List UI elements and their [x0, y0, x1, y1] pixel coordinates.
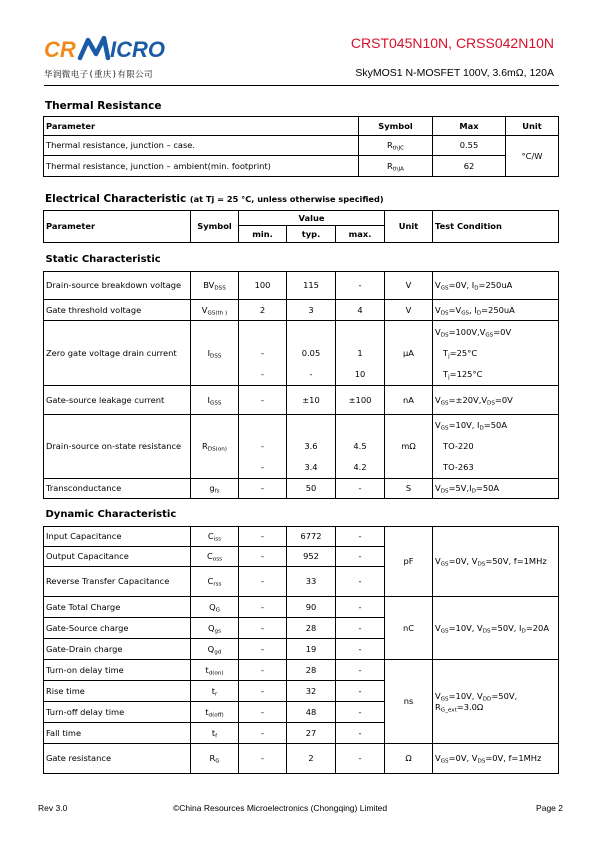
symbol-rdson: $R_{DS(on)}$ — [191, 415, 239, 479]
svg-text:CR: CR — [44, 37, 76, 62]
bvdss-typ: 115 — [287, 272, 336, 300]
ciss-min: - — [239, 527, 287, 547]
symbol-tf: $t_f$ — [191, 723, 239, 744]
rg-test: $V_{GS}=0V$, $V_{DS}=0V$, f=1MHz — [433, 744, 559, 774]
thermal-table — [43, 116, 559, 177]
symbol-qg: $Q_G$ — [191, 597, 239, 618]
tr-max: - — [336, 681, 385, 702]
vgsth-min: 2 — [239, 300, 287, 321]
param-qg: Gate Total Charge — [44, 597, 191, 618]
company-name-cn: 华润微电子(重庆)有限公司 — [44, 70, 153, 80]
elec-header-unit: Unit — [385, 211, 433, 243]
symbol-tr: $t_r$ — [191, 681, 239, 702]
igss-typ: ±10 — [287, 386, 336, 415]
electrical-note: (at Tj = 25 °C, unless otherwise specified) — [189, 194, 384, 204]
idss-min: - - — [239, 321, 287, 386]
symbol-qgs: $Q_{gs}$ — [191, 618, 239, 639]
tf-typ: 27 — [287, 723, 336, 744]
symbol-bvdss: $BV_{DSS}$ — [191, 272, 239, 300]
svg-text:ICRO: ICRO — [110, 37, 165, 62]
symbol-gfs: $g_{fs}$ — [191, 479, 239, 499]
table-row — [44, 479, 559, 499]
vgsth-typ: 3 — [287, 300, 336, 321]
coss-typ: 952 — [287, 547, 336, 567]
tf-min: - — [239, 723, 287, 744]
rg-typ: 2 — [287, 744, 336, 774]
table-row — [44, 415, 559, 479]
crss-max: - — [336, 567, 385, 597]
qgs-min: - — [239, 618, 287, 639]
param-ciss: Input Capacitance — [44, 527, 191, 547]
thermal-header-max: Max — [433, 117, 506, 136]
symbol-qgd: $Q_{gd}$ — [191, 639, 239, 660]
bvdss-unit: V — [385, 272, 433, 300]
symbol-ciss: $C_{iss}$ — [191, 527, 239, 547]
rg-unit: Ω — [385, 744, 433, 774]
time-unit: ns — [385, 660, 433, 744]
table-row — [44, 321, 559, 386]
rdson-unit: mΩ — [385, 415, 433, 479]
tr-typ: 32 — [287, 681, 336, 702]
qgd-min: - — [239, 639, 287, 660]
symbol-tdoff: $t_{d(off)}$ — [191, 702, 239, 723]
table-row — [44, 597, 559, 618]
qgd-typ: 19 — [287, 639, 336, 660]
cap-unit: pF — [385, 527, 433, 597]
param-tdon: Turn-on delay time — [44, 660, 191, 681]
thermal-symbol: $R_{thJA}$ — [359, 156, 433, 177]
symbol-vgsth: $V_{GS(th )}$ — [191, 300, 239, 321]
param-tdoff: Turn-off delay time — [44, 702, 191, 723]
qg-typ: 90 — [287, 597, 336, 618]
thermal-header-unit: Unit — [506, 117, 559, 136]
elec-header-typ: typ. — [287, 226, 336, 243]
vgsth-max: 4 — [336, 300, 385, 321]
tdoff-max: - — [336, 702, 385, 723]
tdon-typ: 28 — [287, 660, 336, 681]
symbol-tdon: $t_{d(on)}$ — [191, 660, 239, 681]
time-test: $V_{GS}=10V$, $V_{DD}=50V$, $R_{G\_ext}=3.0\Omega$ — [433, 660, 559, 744]
bvdss-max: - — [336, 272, 385, 300]
elec-header-value: Value — [239, 211, 385, 226]
tdoff-min: - — [239, 702, 287, 723]
table-row — [44, 660, 559, 681]
elec-header-test: Test Condition — [433, 211, 559, 243]
param-tf: Fall time — [44, 723, 191, 744]
thermal-param: Thermal resistance, junction – case. — [44, 136, 359, 156]
charge-unit: nC — [385, 597, 433, 660]
bvdss-min: 100 — [239, 272, 287, 300]
gfs-min: - — [239, 479, 287, 499]
igss-test: $V_{GS}=\pm 20V,V_{DS}=0V$ — [433, 386, 559, 415]
coss-min: - — [239, 547, 287, 567]
tf-max: - — [336, 723, 385, 744]
tdoff-typ: 48 — [287, 702, 336, 723]
qgs-max: - — [336, 618, 385, 639]
param-coss: Output Capacitance — [44, 547, 191, 567]
table-row — [44, 527, 559, 547]
part-numbers: CRST045N10N, CRSS042N10N — [350, 35, 554, 51]
footer-page: Page 2 — [536, 803, 563, 813]
igss-max: ±100 — [336, 386, 385, 415]
cap-test: $V_{GS}=0V$, $V_{DS}=50V$, f=1MHz — [433, 527, 559, 597]
thermal-max: 62 — [433, 156, 506, 177]
thermal-param: Thermal resistance, junction – ambient(min. footprint) — [44, 156, 359, 177]
table-row — [44, 386, 559, 415]
thermal-header-symbol: Symbol — [359, 117, 433, 136]
param-idss: Zero gate voltage drain current — [44, 321, 191, 386]
charge-test: $V_{GS}=10V$, $V_{DS}=50V$, $I_D=20A$ — [433, 597, 559, 660]
gfs-unit: S — [385, 479, 433, 499]
coss-max: - — [336, 547, 385, 567]
param-tr: Rise time — [44, 681, 191, 702]
param-crss: Reverse Transfer Capacitance — [44, 567, 191, 597]
symbol-igss: $I_{GSS}$ — [191, 386, 239, 415]
crss-typ: 33 — [287, 567, 336, 597]
thermal-unit: °C/W — [506, 136, 559, 177]
symbol-idss: $I_{DSS}$ — [191, 321, 239, 386]
gfs-test: $V_{DS}=5V,I_D=50A$ — [433, 479, 559, 499]
table-row — [44, 744, 559, 774]
product-line: SkyMOS1 N-MOSFET 100V, 3.6mΩ, 120A — [355, 67, 554, 79]
ciss-typ: 6772 — [287, 527, 336, 547]
qg-max: - — [336, 597, 385, 618]
table-row — [44, 272, 559, 300]
elec-header-max: max. — [336, 226, 385, 243]
idss-max: 1 10 — [336, 321, 385, 386]
rg-max: - — [336, 744, 385, 774]
thermal-max: 0.55 — [433, 136, 506, 156]
tdon-max: - — [336, 660, 385, 681]
thermal-title: Thermal Resistance — [45, 100, 162, 112]
param-qgd: Gate-Drain charge — [44, 639, 191, 660]
table-row — [44, 156, 559, 177]
elec-header-symbol: Symbol — [191, 211, 239, 243]
table-row — [44, 300, 559, 321]
vgsth-test: $V_{DS}=V_{GS}$, $I_D=250uA$ — [433, 300, 559, 321]
vgsth-unit: V — [385, 300, 433, 321]
bvdss-test: $V_{GS}=0V$, $I_D=250uA$ — [433, 272, 559, 300]
table-row — [44, 136, 559, 156]
electrical-table — [43, 210, 559, 774]
tdon-min: - — [239, 660, 287, 681]
rg-min: - — [239, 744, 287, 774]
company-logo — [44, 36, 184, 64]
qg-min: - — [239, 597, 287, 618]
gfs-max: - — [336, 479, 385, 499]
header-divider — [44, 85, 559, 86]
rdson-test: $V_{GS}=10V$, $I_D=50A$ TO-220 TO-263 — [433, 415, 559, 479]
qgs-typ: 28 — [287, 618, 336, 639]
symbol-crss: $C_{rss}$ — [191, 567, 239, 597]
igss-unit: nA — [385, 386, 433, 415]
idss-typ: 0.05 - — [287, 321, 336, 386]
electrical-title: Electrical Characteristic (at Tj = 25 °C, unless otherwise specified) — [45, 193, 384, 205]
tr-min: - — [239, 681, 287, 702]
thermal-symbol: $R_{thJC}$ — [359, 136, 433, 156]
elec-header-parameter: Parameter — [44, 211, 191, 243]
param-rdson: Drain-source on-state resistance — [44, 415, 191, 479]
gfs-typ: 50 — [287, 479, 336, 499]
param-gfs: Transconductance — [44, 479, 191, 499]
param-qgs: Gate-Source charge — [44, 618, 191, 639]
crss-min: - — [239, 567, 287, 597]
footer-copyright: ©China Resources Microelectronics (Chongqing) Limited — [173, 803, 388, 813]
param-vgsth: Gate threshold voltage — [44, 300, 191, 321]
idss-unit: μA — [385, 321, 433, 386]
thermal-header-parameter: Parameter — [44, 117, 359, 136]
symbol-rg: $R_G$ — [191, 744, 239, 774]
ciss-max: - — [336, 527, 385, 547]
param-rg: Gate resistance — [44, 744, 191, 774]
param-igss: Gate-source leakage current — [44, 386, 191, 415]
igss-min: - — [239, 386, 287, 415]
param-bvdss: Drain-source breakdown voltage — [44, 272, 191, 300]
rdson-typ: 3.6 3.4 — [287, 415, 336, 479]
elec-header-min: min. — [239, 226, 287, 243]
idss-test: $V_{DS}=100V,V_{GS}=0V$ $T_j=25^\circ C$ $T_j=125^\circ C$ — [433, 321, 559, 386]
static-title: Static Characteristic — [44, 243, 559, 272]
dynamic-title: Dynamic Characteristic — [44, 499, 559, 527]
rdson-min: - - — [239, 415, 287, 479]
symbol-coss: $C_{oss}$ — [191, 547, 239, 567]
qgd-max: - — [336, 639, 385, 660]
rdson-max: 4.5 4.2 — [336, 415, 385, 479]
footer-rev: Rev 3.0 — [38, 803, 68, 813]
